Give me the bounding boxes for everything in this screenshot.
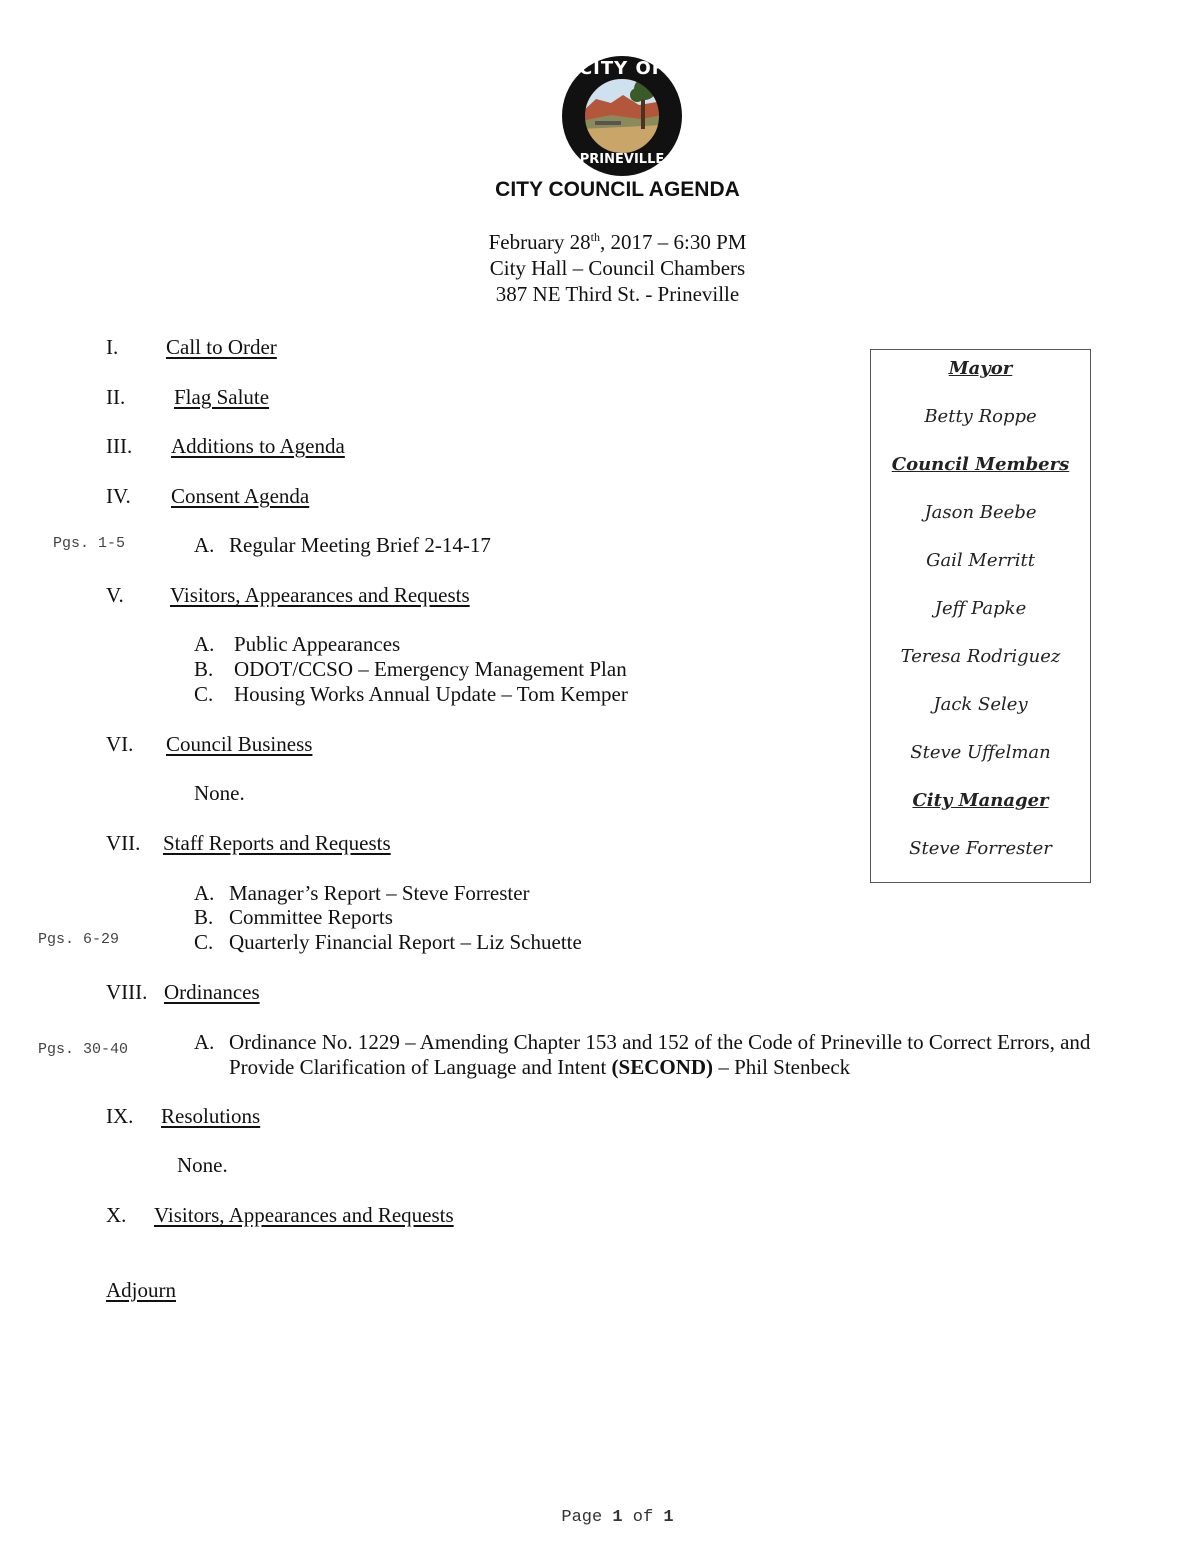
section-number: VIII. <box>106 980 148 1004</box>
council-roster-box <box>870 349 1091 883</box>
section-number: VI. <box>106 732 134 756</box>
section-title-visitors: Visitors, Appearances and Requests <box>170 583 470 607</box>
council-member-name: Jason Beebe <box>924 502 1037 523</box>
section-title-flag-salute: Flag Salute <box>174 385 270 409</box>
page-reference: Pgs. 1-5 <box>53 535 126 552</box>
item-committee-reports: Committee Reports <box>229 905 393 929</box>
item-public-appearances: Public Appearances <box>234 632 401 656</box>
item-quarterly-financial: Quarterly Financial Report – Liz Schuette <box>229 930 582 954</box>
council-member-name: Steve Uffelman <box>910 742 1051 763</box>
page-reference: Pgs. 6-29 <box>38 931 120 948</box>
city-manager-name: Steve Forrester <box>909 838 1052 859</box>
item-letter: C. <box>194 930 214 954</box>
item-ordinance-1229-line2: Provide Clarification of Language and Intent (SECOND) – Phil Stenbeck <box>229 1055 851 1079</box>
logo-top-text: CITY OF <box>578 58 666 79</box>
section-number: IX. <box>106 1104 134 1128</box>
meeting-date: February 28th, 2017 – 6:30 PM <box>488 230 747 254</box>
section-title-additions: Additions to Agenda <box>171 434 345 458</box>
section-title-ordinances: Ordinances <box>164 980 260 1004</box>
page-reference: Pgs. 30-40 <box>38 1041 129 1058</box>
council-member-name: Teresa Rodriguez <box>900 646 1061 667</box>
city-manager-heading: City Manager <box>912 790 1049 811</box>
section-title-visitors-2: Visitors, Appearances and Requests <box>154 1203 454 1227</box>
item-letter: A. <box>194 1030 215 1054</box>
section-title-resolutions: Resolutions <box>161 1104 261 1128</box>
section-number: X. <box>106 1203 127 1227</box>
mayor-heading: Mayor <box>948 358 1013 379</box>
mayor-name: Betty Roppe <box>924 406 1037 427</box>
city-of-prineville-logo <box>561 55 683 177</box>
section-note: None. <box>177 1153 228 1177</box>
council-member-name: Gail Merritt <box>926 550 1035 571</box>
item-ordinance-1229-line1: Ordinance No. 1229 – Amending Chapter 153 and 152 of the Code of Prineville to Correct Errors, and <box>229 1030 1091 1054</box>
section-title-consent-agenda: Consent Agenda <box>171 484 310 508</box>
item-housing-works: Housing Works Annual Update – Tom Kemper <box>234 682 628 706</box>
page-title: CITY COUNCIL AGENDA <box>495 178 740 201</box>
item-letter: B. <box>194 657 214 681</box>
item-letter: A. <box>194 533 215 557</box>
section-note: None. <box>194 781 245 805</box>
section-number: III. <box>106 434 133 458</box>
meeting-location: City Hall – Council Chambers <box>489 256 746 280</box>
section-number: I. <box>106 335 119 359</box>
council-members-heading: Council Members <box>891 454 1070 475</box>
item-letter: A. <box>194 881 215 905</box>
logo-bottom-text: PRINEVILLE <box>579 152 665 167</box>
council-member-name: Jeff Papke <box>934 598 1027 619</box>
meeting-address: 387 NE Third St. - Prineville <box>495 282 740 306</box>
item-managers-report: Manager’s Report – Steve Forrester <box>229 881 530 905</box>
item-letter: B. <box>194 905 214 929</box>
item-regular-meeting-brief: Regular Meeting Brief 2-14-17 <box>229 533 491 557</box>
section-number: VII. <box>106 831 141 855</box>
item-emergency-plan: ODOT/CCSO – Emergency Management Plan <box>234 657 627 681</box>
council-member-name: Jack Seley <box>933 694 1028 715</box>
section-title-staff-reports: Staff Reports and Requests <box>163 831 391 855</box>
page-footer: Page 1 of 1 <box>561 1508 674 1527</box>
item-letter: C. <box>194 682 214 706</box>
section-number: II. <box>106 385 126 409</box>
section-number: IV. <box>106 484 131 508</box>
adjourn: Adjourn <box>106 1278 176 1302</box>
section-title-council-business: Council Business <box>166 732 313 756</box>
section-title-call-to-order: Call to Order <box>166 335 277 359</box>
item-letter: A. <box>194 632 215 656</box>
section-number: V. <box>106 583 124 607</box>
